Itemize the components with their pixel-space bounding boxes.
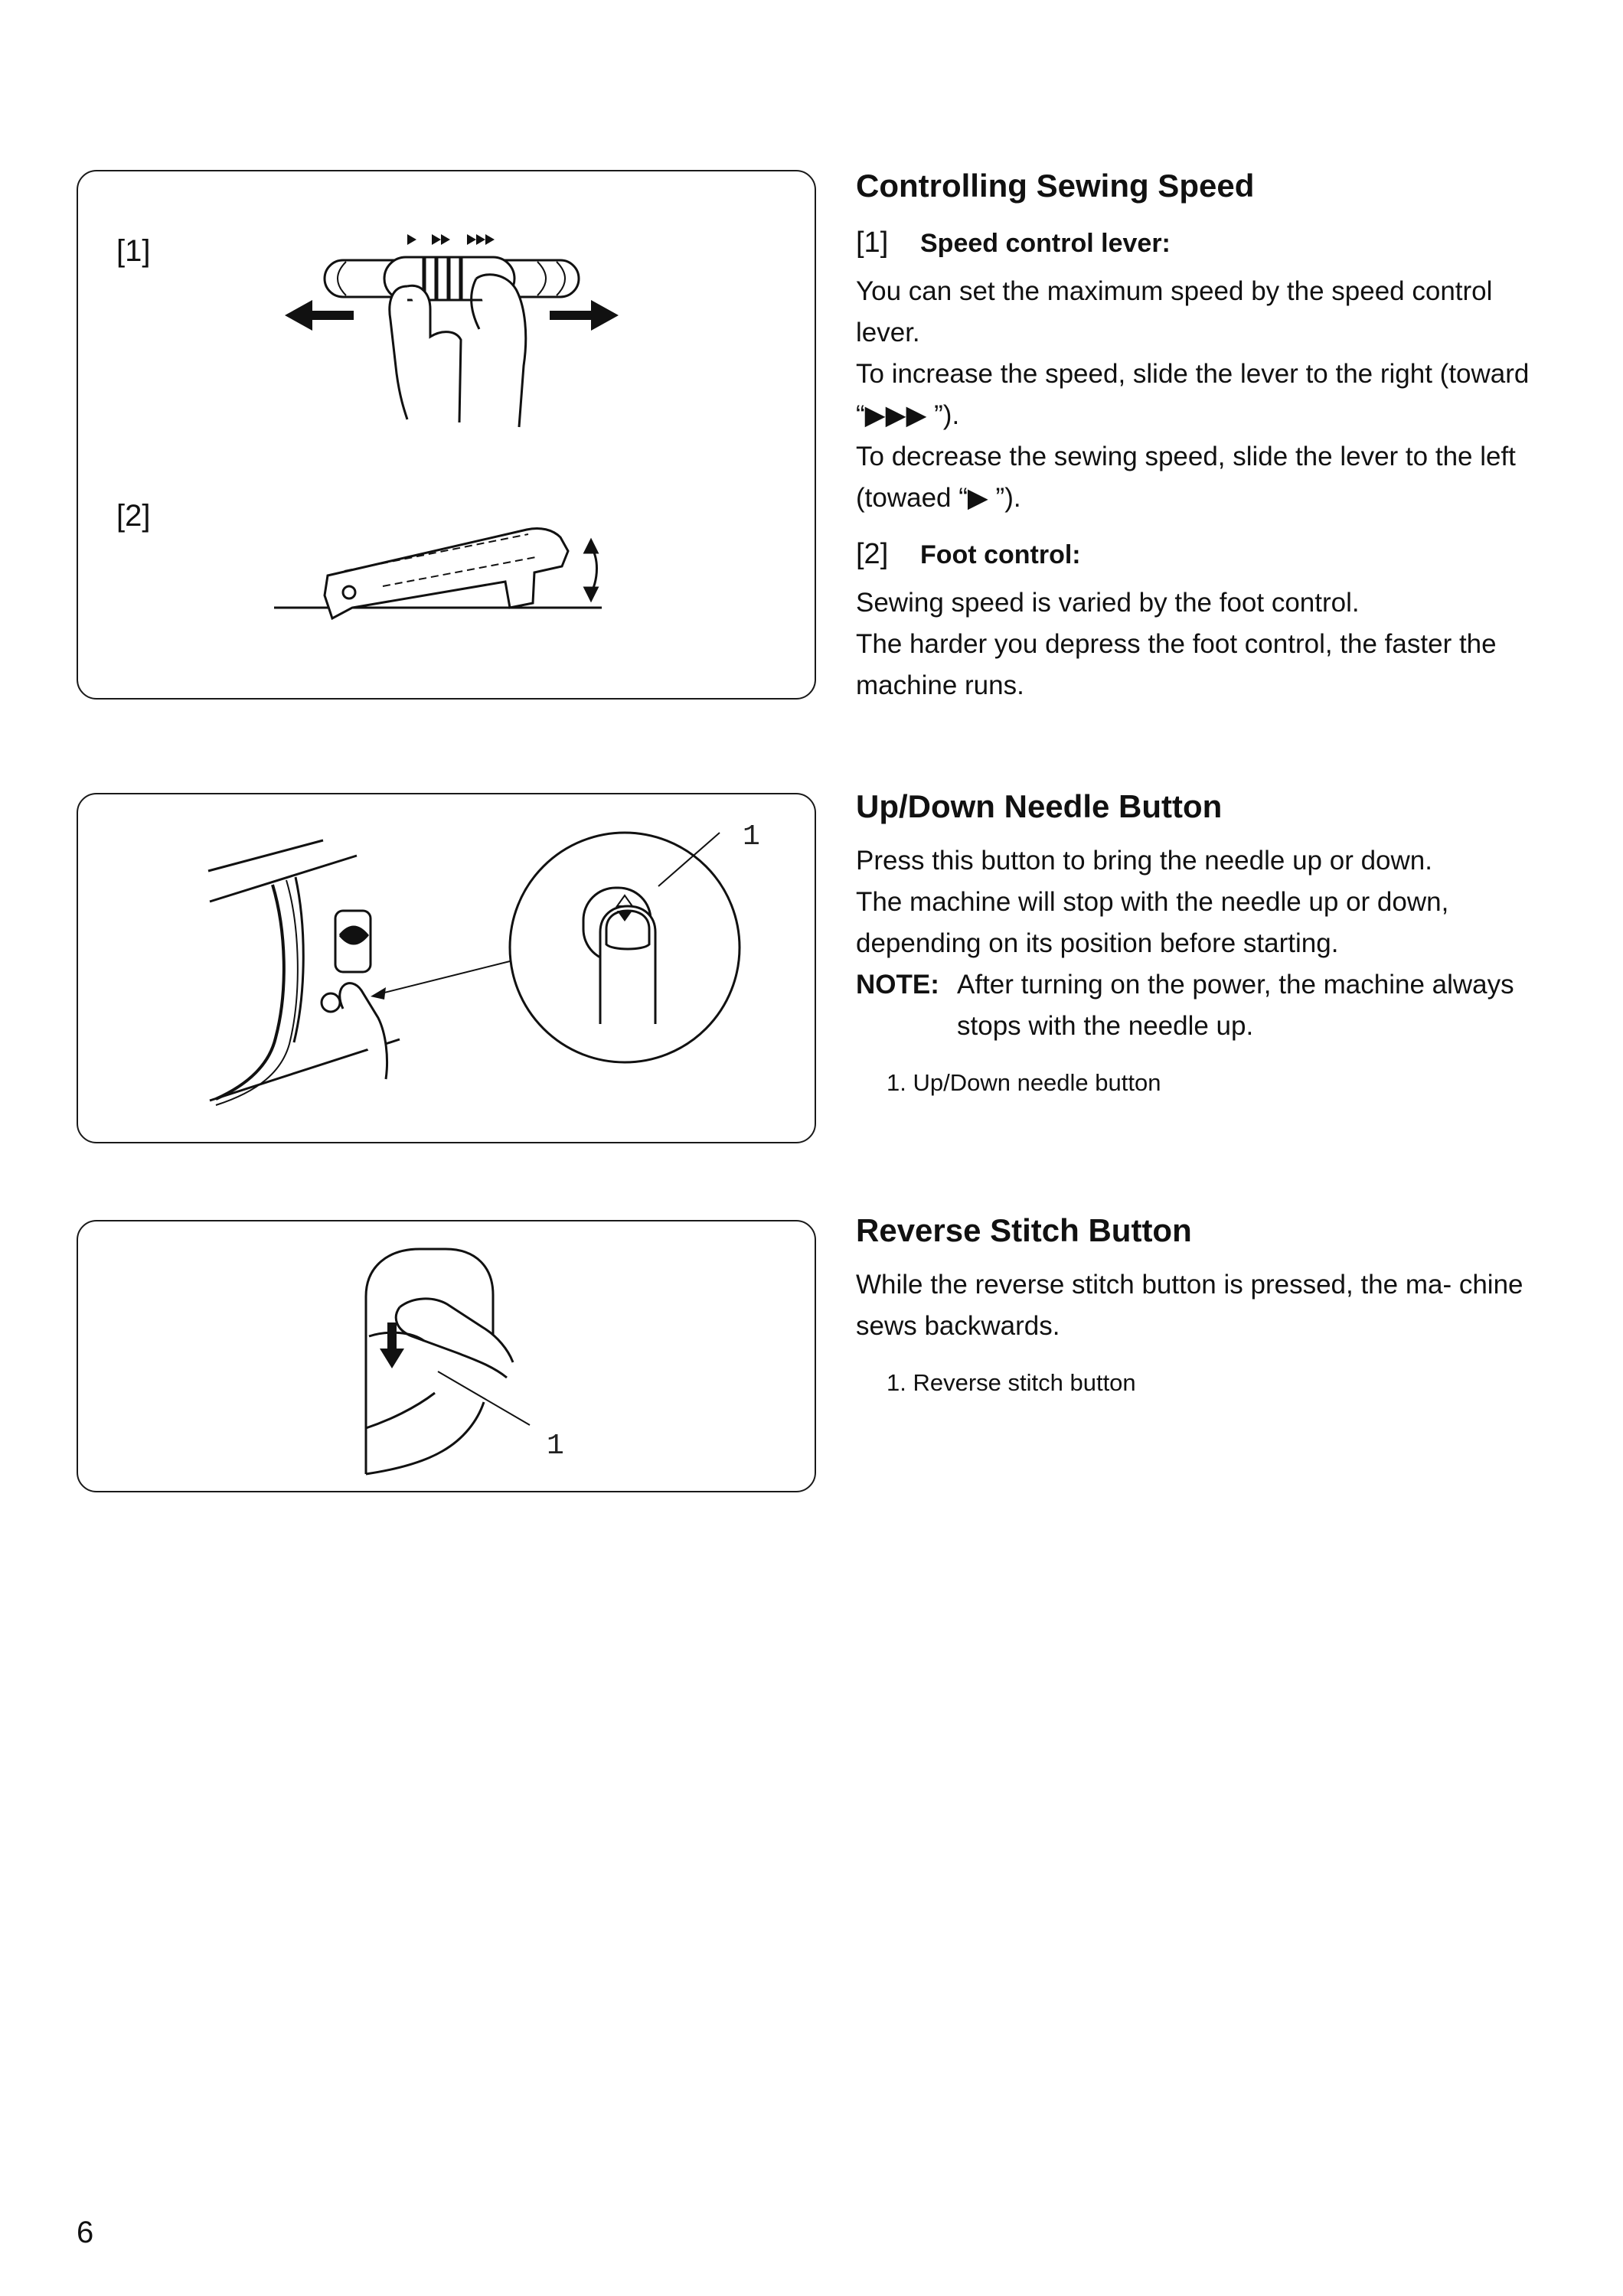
foot-control-line-2: The harder you depress the foot control, the faster the machine runs. <box>856 629 1497 700</box>
foot-control-icon <box>274 528 602 618</box>
speed-section <box>856 165 1545 706</box>
speed-lever-line-1: You can set the maximum speed by the speed control lever. <box>856 276 1493 347</box>
speed-lever-line-3: To decrease the sewing speed, slide the lever to the left (towaed “▶ ”). <box>856 442 1516 513</box>
reverse-section <box>856 1209 1545 1402</box>
reverse-text <box>856 1264 1545 1347</box>
foot-control-line-1: Sewing speed is varied by the foot control. <box>856 588 1360 618</box>
reverse-illustration <box>78 1221 818 1494</box>
needle-section <box>856 785 1545 1102</box>
speed-figure-panel <box>77 170 816 700</box>
speed-illustration <box>78 171 818 701</box>
needle-text <box>856 840 1545 964</box>
reverse-section-title: Reverse Stitch Button <box>856 1212 1192 1248</box>
speed-lever-heading <box>856 221 1545 265</box>
reverse-callout-number: 1 <box>547 1430 564 1463</box>
foot-control-text <box>856 582 1545 706</box>
needle-line-2: The machine will stop with the needle up or down, depending on its position before starting. <box>856 887 1449 958</box>
right-arrow-icon <box>550 300 619 331</box>
needle-line-1: Press this button to bring the needle up or down. <box>856 846 1432 876</box>
needle-note <box>856 964 1545 1047</box>
reverse-caption: 1. Reverse stitch button <box>887 1369 1136 1396</box>
needle-figure-panel <box>77 793 816 1143</box>
reverse-line-1: While the reverse stitch button is pressed, the ma- chine sews backwards. <box>856 1270 1523 1341</box>
foot-control-subtitle: Foot control: <box>920 540 1081 569</box>
note-label: NOTE: <box>856 970 939 1000</box>
reverse-figure-panel <box>77 1220 816 1492</box>
foot-control-bracket: [2] <box>856 538 889 570</box>
speed-lever-text <box>856 271 1545 519</box>
note-text: After turning on the power, the machine always stops with the needle up. <box>957 970 1514 1041</box>
needle-illustration <box>78 794 818 1145</box>
speed-section-title: Controlling Sewing Speed <box>856 168 1255 204</box>
needle-callout-number: 1 <box>743 820 760 853</box>
speed-lever-icon <box>325 257 579 427</box>
needle-caption: 1. Up/Down needle button <box>887 1069 1161 1096</box>
foot-control-heading <box>856 533 1545 576</box>
page-number: 6 <box>77 2216 94 2249</box>
figure-label-1: [1] <box>116 234 151 268</box>
speed-lever-line-2: To increase the speed, slide the lever to the right (toward “▶▶▶ ”). <box>856 359 1530 430</box>
speed-lever-subtitle: Speed control lever: <box>920 229 1171 258</box>
speed-lever-bracket: [1] <box>856 227 889 259</box>
left-arrow-icon <box>285 300 354 331</box>
speed-indicator-icon <box>407 234 495 245</box>
figure-label-2: [2] <box>116 499 151 533</box>
needle-section-title: Up/Down Needle Button <box>856 788 1223 824</box>
